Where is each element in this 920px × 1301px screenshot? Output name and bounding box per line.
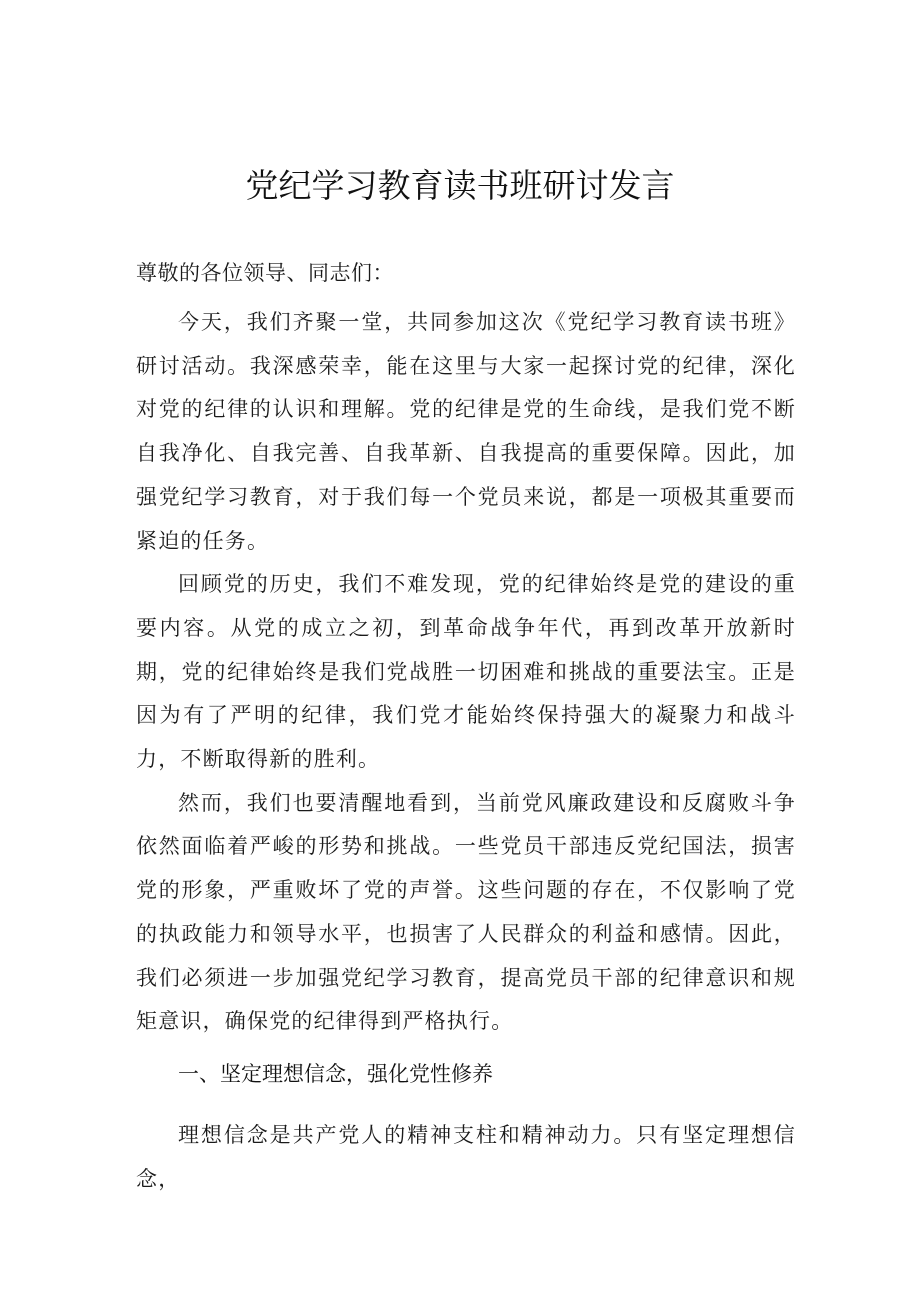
paragraph-2: 回顾党的历史，我们不难发现，党的纪律始终是党的建设的重要内容。从党的成立之初，到革命战争年代，再到改革开放新时期，党的纪律始终是我们党战胜一切困难和挑战的重要法宝。正是因为有了严明的纪律，我们党才能始终保持强大的凝聚力和战斗力，不断取得新的胜利。 [136,572,796,772]
document-title: 党纪学习教育读书班研讨发言 [245,166,675,205]
salutation: 尊敬的各位领导、同志们： [136,261,394,285]
paragraph-3: 然而，我们也要清醒地看到，当前党风廉政建设和反腐败斗争依然面临着严峻的形势和挑战。一些党员干部违反党纪国法，损害党的形象，严重败坏了党的声誉。这些问题的存在，不仅影响了党的执政能力和领导水平，也损害了人民群众的利益和感情。因此，我们必须进一步加强党纪学习教育，提高党员干部的纪律意识和规矩意识，确保党的纪律得到严格执行。 [136,790,796,1034]
paragraph-1: 今天，我们齐聚一堂，共同参加这次《党纪学习教育读书班》研讨活动。我深感荣幸，能在这里与大家一起探讨党的纪律，深化对党的纪律的认识和理解。党的纪律是党的生命线，是我们党不断自我净化、自我完善、自我革新、自我提高的重要保障。因此，加强党纪学习教育，对于我们每一个党员来说，都是一项极其重要而紧迫的任务。 [136,310,796,553]
document-body [136,256,796,1201]
section-paragraph: 理想信念是共产党人的精神支柱和精神动力。只有坚定理想信念， [136,1122,796,1191]
section-heading: 一、坚定理想信念，强化党性修养 [178,1061,493,1086]
